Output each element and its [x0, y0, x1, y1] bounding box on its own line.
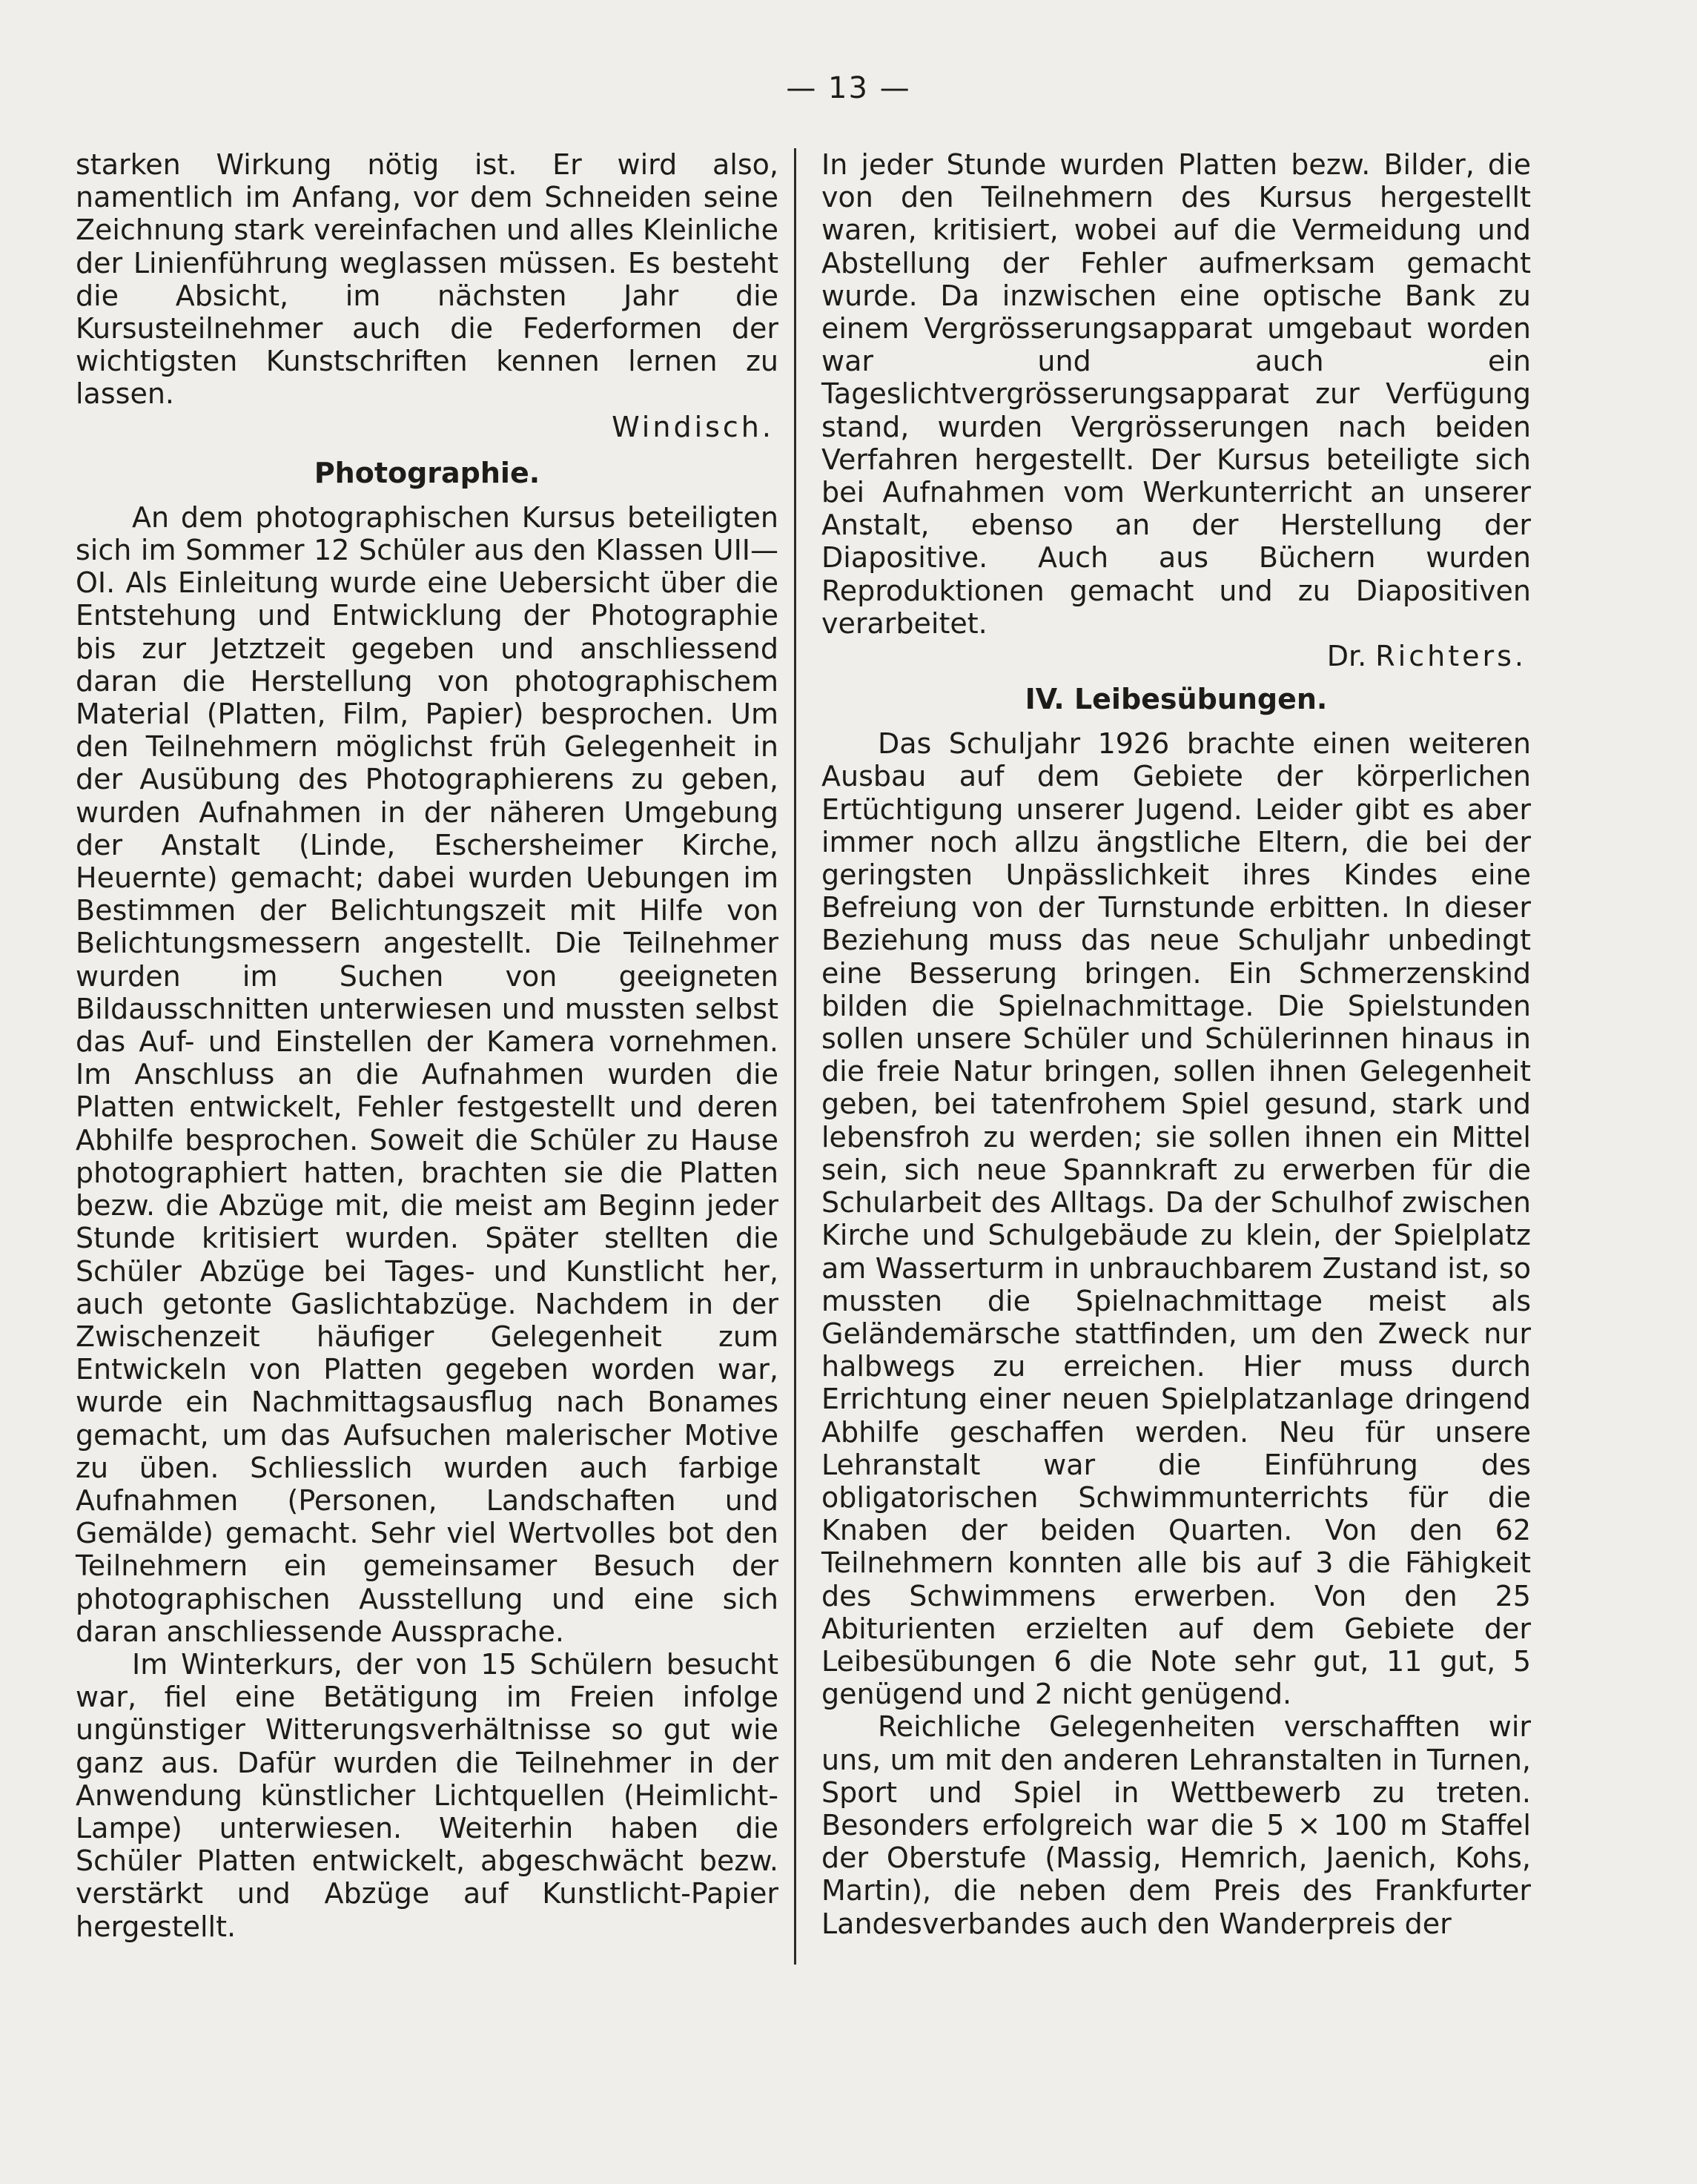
author-signature-windisch	[76, 411, 771, 443]
signature-period: .	[1514, 640, 1524, 673]
photographie-paragraph-2: Im Winterkurs, der von 15 Schülern besucht war, fiel eine Betätigung im Freien infolge ungünstiger Witterungsverhältnisse so gut wie ganz aus. Dafür wurden die Teilnehmer in der Anwendung künstlicher Lichtquellen (Heimlicht-Lampe) unterwiesen. Weiterhin haben die Schüler Platten entwickelt, abgeschwächt bezw. verstärkt und Abzüge auf Kunstlicht-Papier hergestellt.	[76, 1647, 778, 1943]
right-column	[821, 148, 1531, 1940]
left-continuation-paragraph: starken Wirkung nötig ist. Er wird also, namentlich im Anfang, vor dem Schneiden seine Zeichnung stark vereinfachen und alles Kleinliche der Linienführung weglassen müssen. Es besteht die Absicht, im nächsten Jahr die Kursusteilnehmer auch die Federformen der wichtigsten Kunstschriften kennen lernen zu lassen.	[76, 148, 778, 411]
section-heading-leibesuebungen: IV. Leibesübungen.	[1025, 683, 1328, 716]
signature-name: Windisch	[612, 410, 762, 443]
photographie-paragraph-1: An dem photographischen Kursus beteiligten sich im Sommer 12 Schüler aus den Klassen UII—OI. Als Einleitung wurde eine Uebersicht über die Entstehung und Entwicklung der Photographie bis zur Jetztzeit gegeben und anschliessend daran die Herstellung von photographischem Material (Platten, Film, Papier) besprochen. Um den Teilnehmern möglichst früh Gelegenheit in der Ausübung des Photographierens zu geben, wurden Aufnahmen in der näheren Umgebung der Anstalt (Linde, Eschersheimer Kirche, Heuernte) gemacht; dabei wurden Uebungen im Bestimmen der Belichtungszeit mit Hilfe von Belichtungsmessern angestellt. Die Teilnehmer wurden im Suchen von geeigneten Bildausschnitten unterwiesen und mussten selbst das Auf- und Einstellen der Kamera vornehmen. Im Anschluss an die Aufnahmen wurden die Platten entwickelt, Fehler festgestellt und deren Abhilfe besprochen. Soweit die Schüler zu Hause photographiert hatten, brachten sie die Platten bezw. die Abzüge mit, die meist am Beginn jeder Stunde kritisiert wurden. Später stellten die Schüler Abzüge bei Tages- und Kunstlicht her, auch getonte Gaslichtabzüge. Nachdem in der Zwischenzeit häufiger Gelegenheit zum Entwickeln von Platten gegeben worden war, wurde ein Nachmittagsausflug nach Bonames gemacht, um das Aufsuchen malerischer Motive zu üben. Schliesslich wurden auch farbige Aufnahmen (Personen, Landschaften und Gemälde) gemacht. Sehr viel Wertvolles bot den Teilnehmern ein gemeinsamer Besuch der photographischen Ausstellung und eine sich daran anschliessende Aussprache.	[76, 500, 778, 1648]
right-continuation-paragraph: In jeder Stunde wurden Platten bezw. Bilder, die von den Teilnehmern des Kursus hergestellt waren, kritisiert, wobei auf die Vermeidung und Abstellung der Fehler aufmerksam gemacht wurde. Da inzwischen eine optische Bank zu einem Vergrösserungsapparat umgebaut worden war und auch ein Tageslichtvergrösserungsapparat zur Verfügung stand, wurden Vergrösserungen nach beiden Verfahren hergestellt. Der Kursus beteiligte sich bei Aufnahmen vom Werkunterricht an unserer Anstalt, ebenso an der Herstellung der Diapositive. Auch aus Büchern wurden Reproduktionen gemacht und zu Diapositiven verarbeitet.	[821, 148, 1531, 640]
left-column	[76, 148, 778, 1943]
leibesuebungen-paragraph-1: Das Schuljahr 1926 brachte einen weiteren Ausbau auf dem Gebiete der körperlichen Ertüchtigung unserer Jugend. Leider gibt es aber immer noch allzu ängstliche Eltern, die bei der geringsten Unpässlichkeit ihres Kindes eine Befreiung von der Turnstunde erbitten. In dieser Beziehung muss das neue Schuljahr unbedingt eine Besserung bringen. Ein Schmerzenskind bilden die Spielnachmittage. Die Spielstunden sollen unsere Schüler und Schülerinnen hinaus in die freie Natur bringen, sollen ihnen Gelegenheit geben, bei tatenfrohem Spiel gesund, stark und lebensfroh zu werden; sie sollen ihnen ein Mittel sein, sich neue Spannkraft zu erwerben für die Schularbeit des Alltags. Da der Schulhof zwischen Kirche und Schulgebäude zu klein, der Spielplatz am Wasserturm in unbrauchbarem Zustand ist, so mussten die Spielnachmittage meist als Geländemärsche stattfinden, um den Zweck nur halbwegs zu erreichen. Hier muss durch Errichtung einer neuen Spielplatzanlage dringend Abhilfe geschaffen werden. Neu für unsere Lehranstalt war die Einführung des obligatorischen Schwimmunterrichts für die Knaben der beiden Quarten. Von den 62 Teilnehmern konnten alle bis auf 3 die Fähigkeit des Schwimmens erwerben. Von den 25 Abiturienten erzielten auf dem Gebiete der Leibesübungen 6 die Note sehr gut, 11 gut, 5 genügend und 2 nicht genügend.	[821, 727, 1531, 1711]
signature-period: .	[761, 410, 771, 443]
column-divider	[794, 148, 796, 1965]
section-heading-photographie: Photographie.	[314, 456, 540, 489]
signature-name: Richters	[1375, 640, 1515, 673]
page-number: — 13 —	[786, 71, 911, 105]
signature-title: Dr.	[1326, 640, 1376, 673]
author-signature-richters	[821, 640, 1524, 672]
leibesuebungen-paragraph-2: Reichliche Gelegenheiten verschafften wir uns, um mit den anderen Lehranstalten in Turnen, Sport und Spiel in Wettbewerb zu treten. Besonders erfolgreich war die 5 × 100 m Staffel der Oberstufe (Massig, Hemrich, Jaenich, Kohs, Martin), die neben dem Preis des Frankfurter Landesverbandes auch den Wanderpreis der	[821, 1710, 1531, 1940]
